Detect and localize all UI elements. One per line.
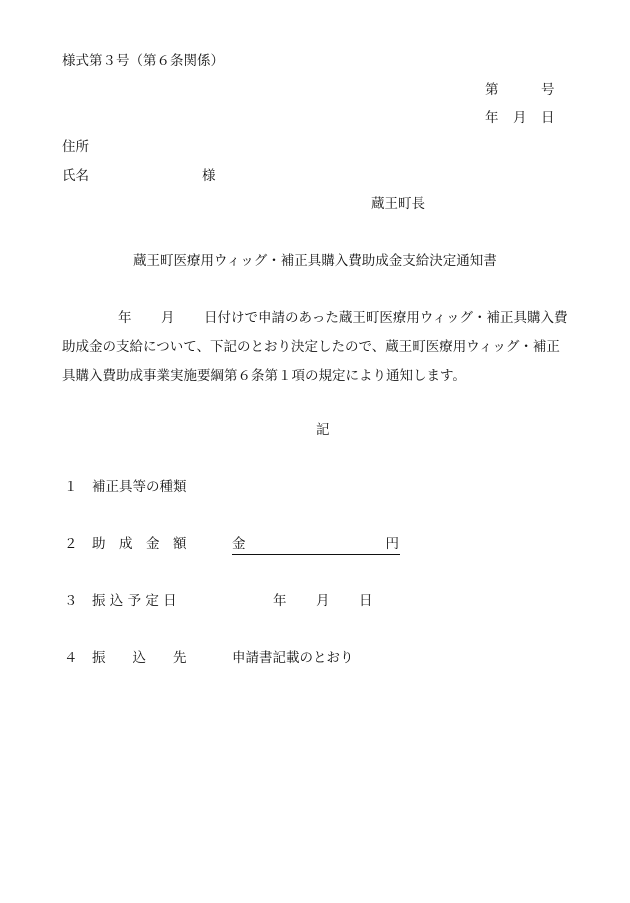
document-title: 蔵王町医療用ウィッグ・補正具購入費助成金支給決定通知書 xyxy=(133,253,497,269)
amount-suffix: 円 xyxy=(385,536,399,552)
item-1-label: 補正具等の種類 xyxy=(92,479,187,495)
transfer-month-label: 月 xyxy=(316,593,330,609)
date-year-label: 年 xyxy=(485,110,499,126)
body-line-3: 具購入費助成事業実施要綱第６条第１項の規定により通知します。 xyxy=(62,368,466,384)
item-4-label: 振 込 先 xyxy=(92,650,187,666)
amount-prefix: 金 xyxy=(232,536,246,552)
transfer-day-label: 日 xyxy=(359,593,373,609)
document-number-suffix: 号 xyxy=(541,82,555,98)
sender-title: 蔵王町長 xyxy=(371,196,425,212)
body-year-label: 年 xyxy=(118,310,132,326)
transfer-year-label: 年 xyxy=(273,593,287,609)
body-month-label: 月 xyxy=(161,310,175,326)
body-line-2: 助成金の支給について、下記のとおり決定したので、蔵王町医療用ウィッグ・補正 xyxy=(62,339,560,355)
transfer-destination-value: 申請書記載のとおり xyxy=(232,650,354,666)
item-2-number: ２ xyxy=(64,536,78,552)
item-3-label: 振 込 予 定 日 xyxy=(92,593,177,609)
date-day-label: 日 xyxy=(541,110,555,126)
item-1-number: １ xyxy=(64,479,78,495)
amount-field xyxy=(232,538,400,555)
body-line-1: 日付けで申請のあった蔵王町医療用ウィッグ・補正具購入費 xyxy=(204,310,568,326)
document-number-label: 第 xyxy=(485,82,499,98)
address-label: 住所 xyxy=(62,139,89,155)
name-label: 氏名 xyxy=(62,168,89,184)
item-2-label: 助 成 金 額 xyxy=(92,536,187,552)
ki-heading: 記 xyxy=(316,422,330,438)
date-month-label: 月 xyxy=(513,110,527,126)
item-3-number: ３ xyxy=(64,593,78,609)
form-number: 様式第３号（第６条関係） xyxy=(62,53,224,69)
item-4-number: ４ xyxy=(64,650,78,666)
honorific: 様 xyxy=(202,168,216,184)
